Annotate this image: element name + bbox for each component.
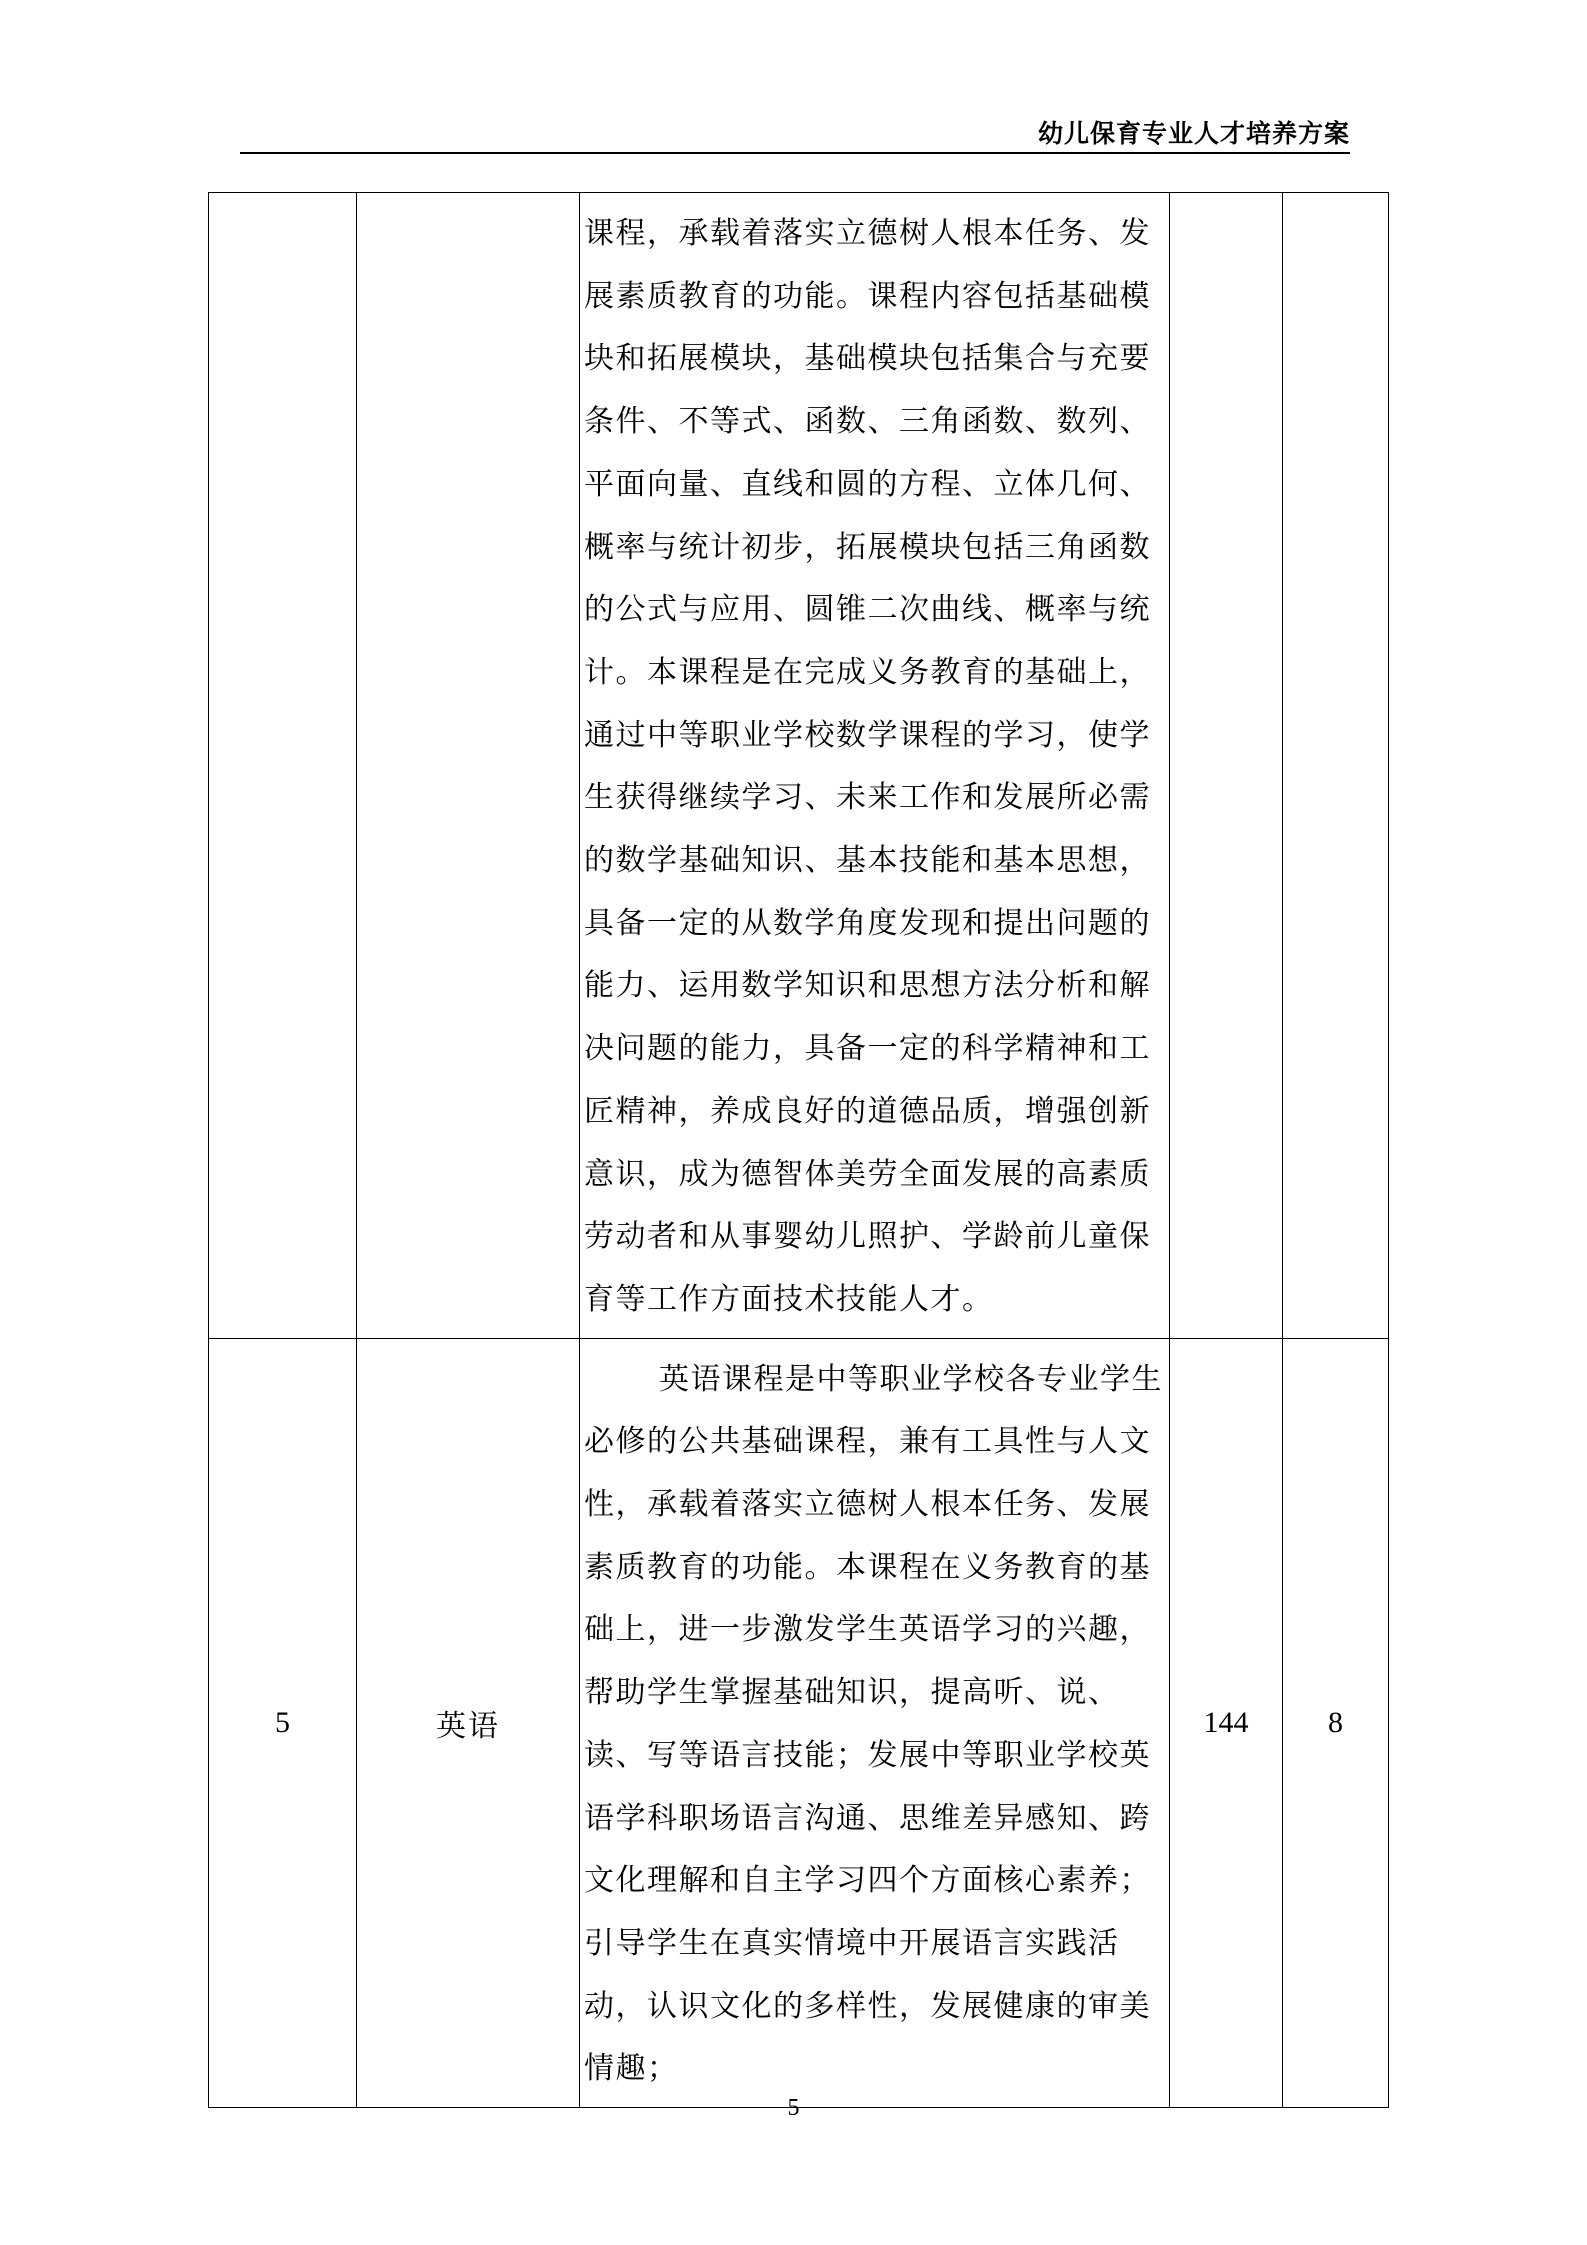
course-table xyxy=(208,192,1389,2108)
document-title: 幼儿保育专业人才培养方案 xyxy=(1037,119,1350,148)
course-description-text: 课程，承载着落实立德树人根本任务、发展素质教育的功能。课程内容包括基础模块和拓展模块，基础模块包括集合与充要条件、不等式、函数、三角函数、数列、平面向量、直线和圆的方程、立体几何、概率与统计初步，拓展模块包括三角函数的公式与应用、圆锥二次曲线、概率与统计。本课程是在完成义务教育的基础上，通过中等职业学校数学课程的学习，使学生获得继续学习、未来工作和发展所必需的数学基础知识、基本技能和基本思想，具备一定的从数学角度发现和提出问题的能力、运用数学知识和思想方法分析和解决问题的能力，具备一定的科学精神和工匠精神，养成良好的道德品质，增强创新意识，成为德智体美劳全面发展的高素质劳动者和从事婴幼儿照护、学龄前儿童保育等工作方面技术技能人才。 xyxy=(584,216,1151,1317)
course-description-cell xyxy=(580,1338,1170,2107)
page-header xyxy=(240,108,1350,154)
course-credits-cell: 8 xyxy=(1283,1338,1389,2107)
course-number-cell xyxy=(209,193,357,1339)
course-hours-cell xyxy=(1170,193,1283,1339)
course-description-cell xyxy=(580,193,1170,1339)
course-name-cell: 英语 xyxy=(357,1338,580,2107)
course-description-body: 英语课程是中等职业学校各专业学生必修的公共基础课程，兼有工具性与人文性，承载着落实立德树人根本任务、发展素质教育的功能。本课程在义务教育的基础上，进一步激发学生英语学习的兴趣，帮助学生掌握基础知识，提高听、说、读、写等语言技能；发展中等职业学校英语学科职场语言沟通、思维差异感知、跨文化理解和自主学习四个方面核心素养；引导学生在真实情境中开展语言实践活动，认识文化的多样性，发展健康的审美情趣； xyxy=(584,1361,1163,2087)
table-row xyxy=(209,193,1389,1339)
table-row xyxy=(209,1338,1389,2107)
course-credits-cell xyxy=(1283,193,1389,1339)
page-number: 5 xyxy=(787,2095,800,2121)
course-name-cell xyxy=(357,193,580,1339)
course-number-cell: 5 xyxy=(209,1338,357,2107)
course-description-text xyxy=(580,1339,1169,2107)
course-hours-cell: 144 xyxy=(1170,1338,1283,2107)
